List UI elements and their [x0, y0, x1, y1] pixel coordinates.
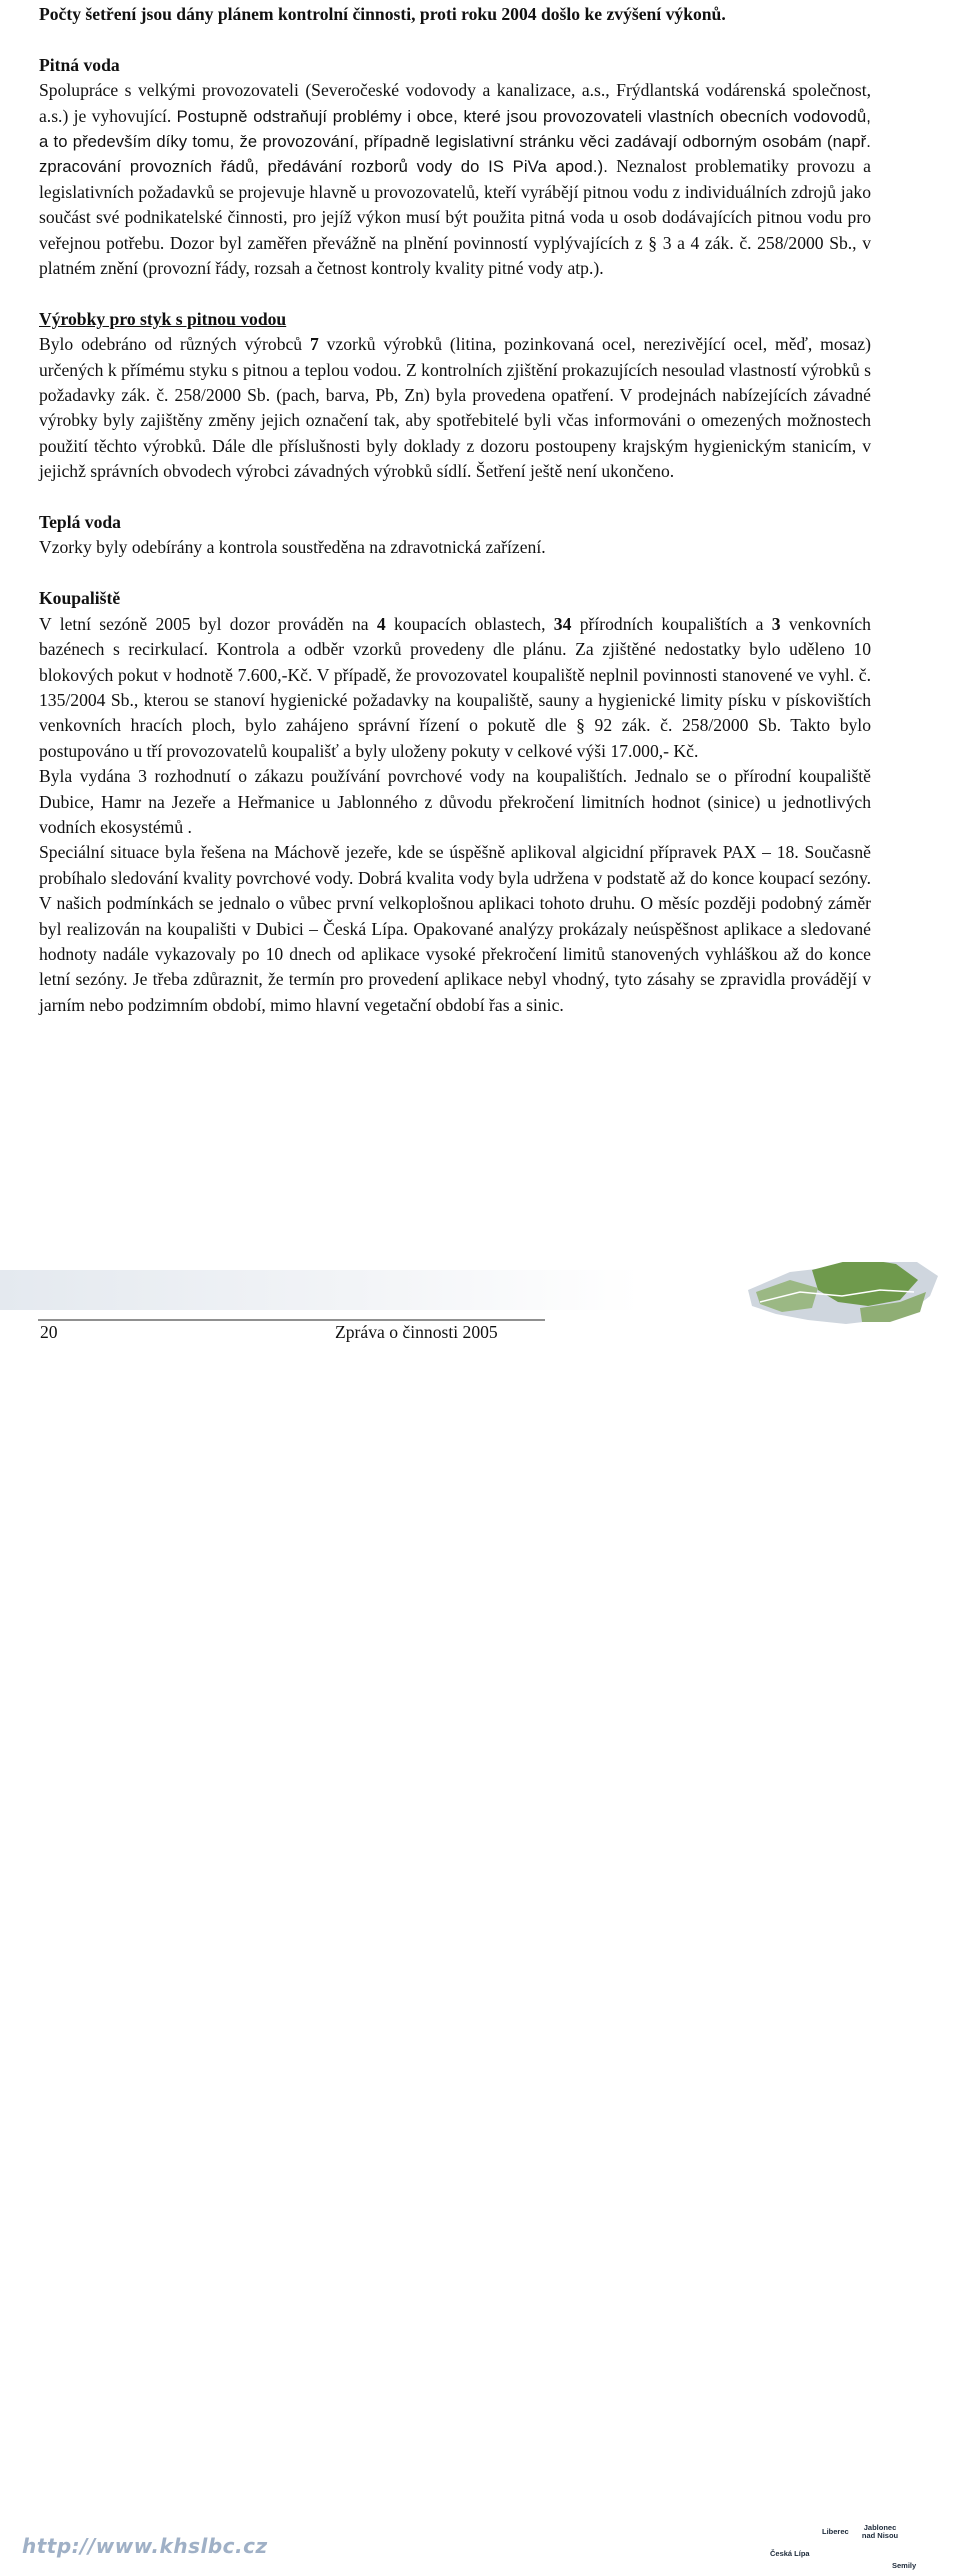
bathing-text-a: V letní sezóně 2005 byl dozor prováděn na [39, 613, 377, 634]
drinking-water-paragraph [39, 78, 871, 281]
heading-hot-water: Teplá voda [39, 512, 121, 533]
products-count: 7 [309, 334, 319, 355]
intro-paragraph: Počty šetření jsou dány plánem kontrolní činnosti, proti roku 2004 došlo ke zvýšení výkonů. [39, 4, 726, 24]
heading-products-text: Výrobky pro styk s pitnou vodou [39, 308, 287, 329]
bathing-areas-count: 4 [376, 613, 386, 634]
heading-bathing: Koupaliště [39, 588, 121, 609]
bathing-text-d: venkovních bazénech s recirkulací. Kontrola a odběr vzorků provedeny dle plánu. Za zjištěné nedostatky bylo uděleno 10 blokových pokut v hodnotě 7.600,-Kč. V případě, že provozovatel koupaliště neplnil povinnosti stanovené ve vyhl. č. 135/2004 Sb., kterou se stanoví hygienické požadavky na koupaliště, sauny a hygienické limity písku v pískovištích venkovních hracích ploch, bylo zahájeno správní řízení o pokutě dle § 92 zák. č. 258/2000 Sb. Takto bylo postupováno u tří provozovatelů koupališť a byly uloženy pokuty v celkové výši 17.000,- Kč. [39, 613, 871, 761]
products-text-1: Bylo odebráno od různých výrobců [39, 334, 310, 355]
footer-band [0, 1270, 640, 1310]
drinking-water-text-1: Spolupráce s velkými provozovateli (Severočeské vodovody a kanalizace, a.s., Frýdlantská vodárenská společnost, a.s.) je vyhovující. [39, 80, 871, 126]
bathing-text-b: koupacích oblastech, [385, 613, 554, 634]
bathing-text-c: přírodních koupalištích a [571, 613, 772, 634]
products-paragraph [39, 332, 871, 484]
region-map-logo [748, 1262, 938, 1324]
heading-products [39, 307, 871, 332]
bathing-outdoor-count: 3 [771, 613, 781, 634]
document-body [39, 2, 871, 1018]
map-label-liberec: Liberec [822, 2527, 849, 2536]
bathing-paragraph-1 [39, 612, 871, 764]
bathing-paragraph-2: Byla vydána 3 rozhodnutí o zákazu používání povrchové vody na koupalištích. Jednalo se o přírodní koupaliště Dubice, Hamr na Jezeře a Heřmanice u Jablonného z důvodu překročení limitních hodnot (sinice) u jednotlivých vodních ekosystémů . [39, 766, 871, 837]
bathing-natural-count: 34 [553, 613, 572, 634]
map-label-semily: Semily [892, 2561, 917, 2570]
footer-title: Zpráva o činnosti 2005 [335, 1322, 498, 1342]
drinking-water-text-3: Neznalost problematiky provozu a legislativních požadavků se projevuje hlavně u provozovatelů, kteří vyrábějí pitnou vodu z individuálních zdrojů jako součást své podnikatelské činnosti, pro jejíž výkon musí být použita pitná voda u osob dodávajících pitnou vodu pro veřejnou potřebu. Dozor byl zaměřen převážně na plnění povinností vyplývajících z § 3 a 4 zák. č. 258/2000 Sb., v platném znění (provozní řády, rozsah a četnost kontroly kvality pitné vody atp.). [39, 156, 871, 279]
map-label-ceska-lipa: Česká Lípa [770, 2549, 810, 2558]
products-text-2: vzorků výrobků (litina, pozinkovaná ocel, nerezivějící ocel, měď, mosaz) určených k přímému styku s pitnou a teplou vodou. Z kontrolních zjištění prokazujících nesoulad vlastností výrobků s požadavky zák. č. 258/2000 Sb. (pach, barva, Pb, Zn) byla provedena opatření. V prodejnách nabízejících závadné výrobky byly zajištěny změny jejich označení tak, aby spotřebitelé byli včas informováni o omezených možnostech použití těchto výrobků. Dále dle příslušnosti byly doklady z dozoru postoupeny krajským hygienickým stanicím, v jejichž správních obvodech výrobci závadných výrobků sídlí. Šetření ještě není ukončeno. [39, 334, 871, 482]
map-label-jablonec: Jablonec nad Nisou [861, 2523, 899, 2540]
heading-drinking-water: Pitná voda [39, 54, 120, 75]
drinking-water-text-2: Postupně odstraňují problémy i obce, které jsou provozovateli vlastních obecních vodovodů, a to především díky tomu, že provozování, případně legislativní stránku věci zadávají odborným osobám (např. zpracování provozních řádů, předávání rozborů vody do IS PiVa apod.). [39, 106, 872, 177]
bathing-paragraph-3: Speciální situace byla řešena na Máchově jezeře, kde se úspěšně aplikoval algicidní přípravek PAX – 18. Současně probíhalo sledování kvality povrchové vody. Dobrá kvalita vody byla udržena v podstatě až do konce koupací sezóny. V našich podmínkách se jednalo o vůbec první velkoplošnou aplikaci tohoto druhu. O měsíc později podobný záměr byl realizován na koupališti v Dubici – Česká Lípa. Opakované analýzy prokázaly neúspěšnost aplikace a sledované hodnoty nadále vykazovaly po 10 dnech od aplikace vysoké překročení limitů stanovených vyhláškou až do konce letní sezóny. Je třeba zdůraznit, že termín pro provedení aplikace nebyl vhodný, tyto zásahy se zpravidla provádějí v jarním nebo podzimním období, mimo hlavní vegetační období řas a sinic. [39, 842, 871, 1015]
hot-water-paragraph: Vzorky byly odebírány a kontrola soustředěna na zdravotnická zařízení. [39, 537, 546, 558]
page-number: 20 [40, 1322, 58, 1342]
footer-url[interactable]: http://www.khslbc.cz [22, 2534, 268, 2558]
